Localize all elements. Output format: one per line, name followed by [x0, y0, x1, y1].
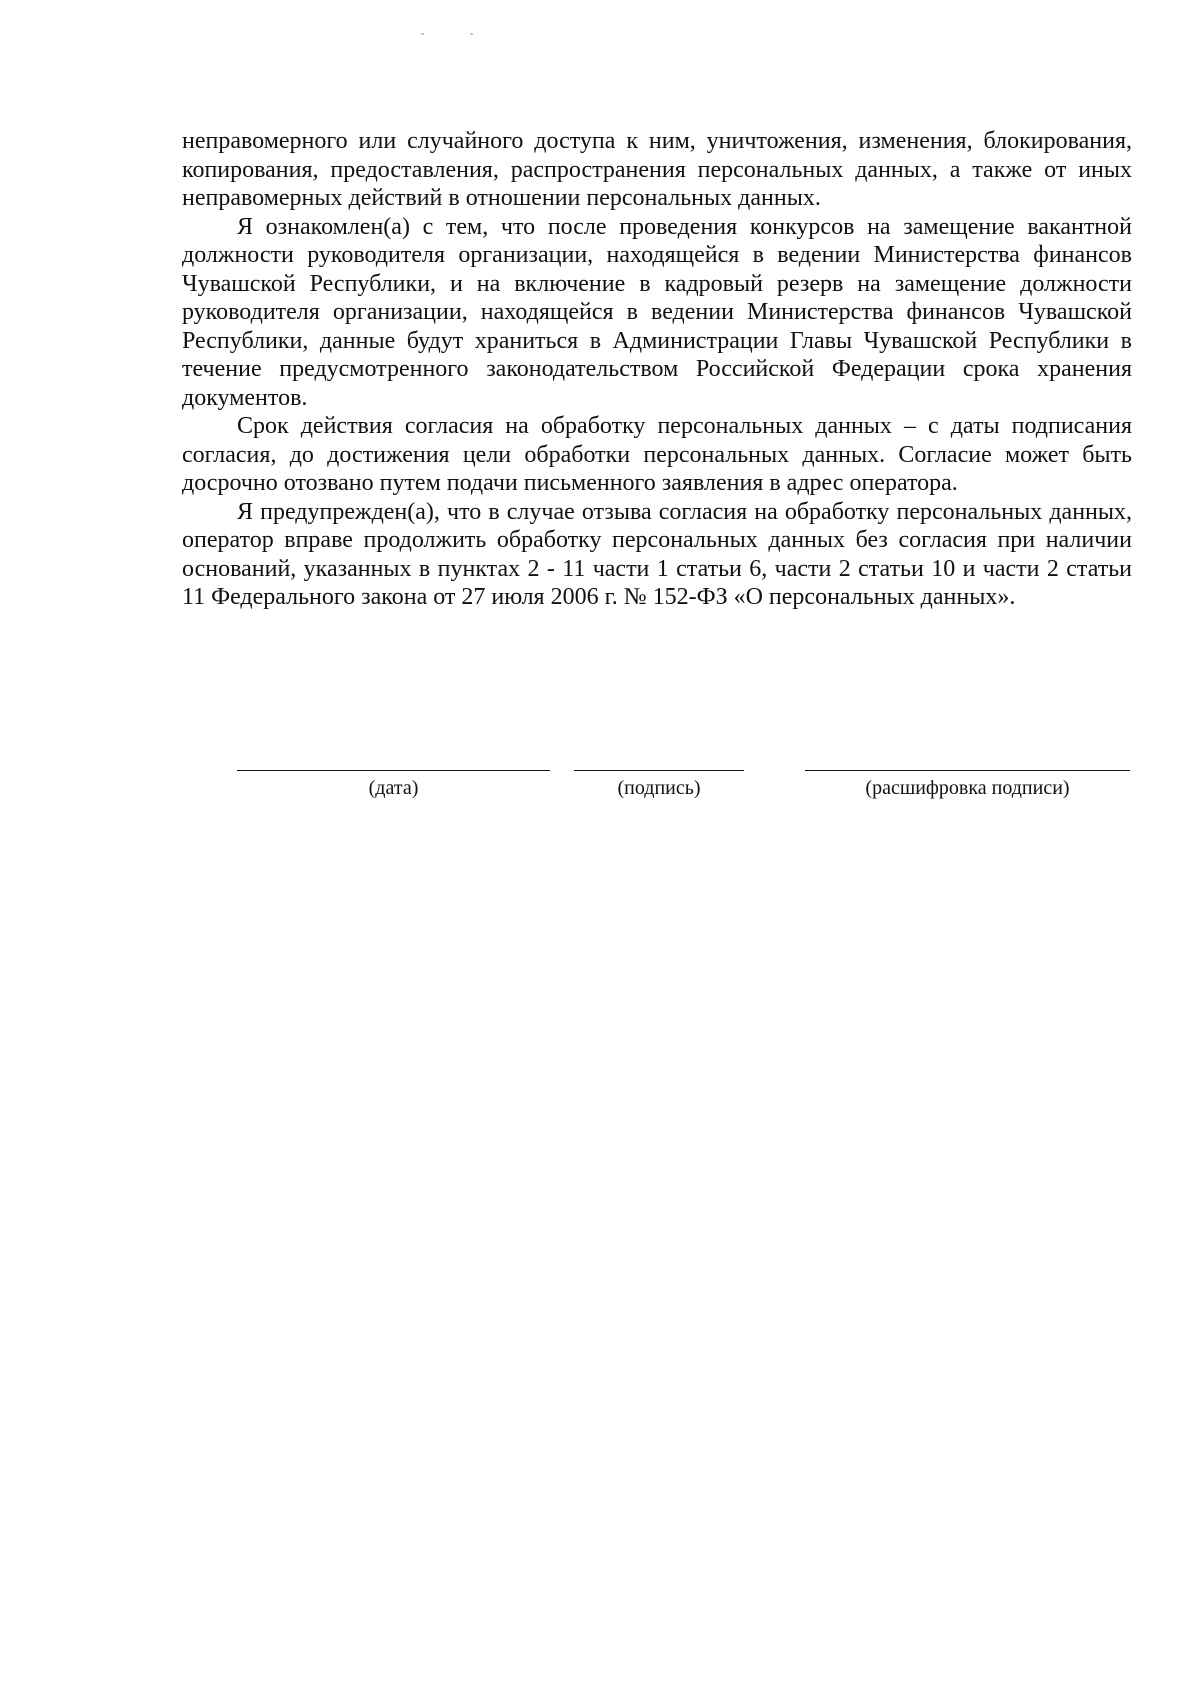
paragraph-continuation: неправомерного или случайного доступа к ним, уничтожения, изменения, блокирования, копирования, предоставления, распространения персональных данных, а также от иных неправомерных действий в отношении персональных данных.: [182, 128, 1132, 211]
date-field: [237, 770, 550, 800]
signature-field: [574, 770, 744, 800]
signature-row: [0, 770, 1200, 810]
paragraph-storage-notice: Я ознакомлен(а) с тем, что после проведения конкурсов на замещение вакантной должности руководителя организации, находящейся в ведении Министерства финансов Чувашской Республики, и на включение в кадровый резерв на замещение должности руководителя организации, находящейся в ведении Министерства финансов Чувашской Республики, данные будут храниться в Администрации Главы Чувашской Республики в течение предусмотренного законодательством Российской Федерации срока хранения документов.: [182, 213, 1132, 411]
scan-speck: [421, 33, 424, 35]
signature-name-field: [805, 770, 1130, 800]
scan-speck: [470, 33, 473, 35]
paragraph-consent-term: Срок действия согласия на обработку персональных данных – с даты подписания согласия, до достижения цели обработки персональных данных. Согласие может быть досрочно отозвано путем подачи письменного заявления в адрес оператора.: [182, 413, 1132, 496]
paragraph-withdrawal-warning: Я предупрежден(а), что в случае отзыва согласия на обработку персональных данных, оператор вправе продолжить обработку персональных данных без согласия при наличии оснований, указанных в пунктах 2 - 11 части 1 статьи 6, части 2 статьи 10 и части 2 статьи 11 Федерального закона от 27 июля 2006 г. № 152-ФЗ «О персональных данных».: [182, 498, 1132, 610]
signature-label: (подпись): [617, 777, 701, 799]
date-label: (дата): [368, 777, 419, 799]
signature-name-label: (расшифровка подписи): [865, 777, 1070, 799]
document-body: [182, 127, 1132, 612]
